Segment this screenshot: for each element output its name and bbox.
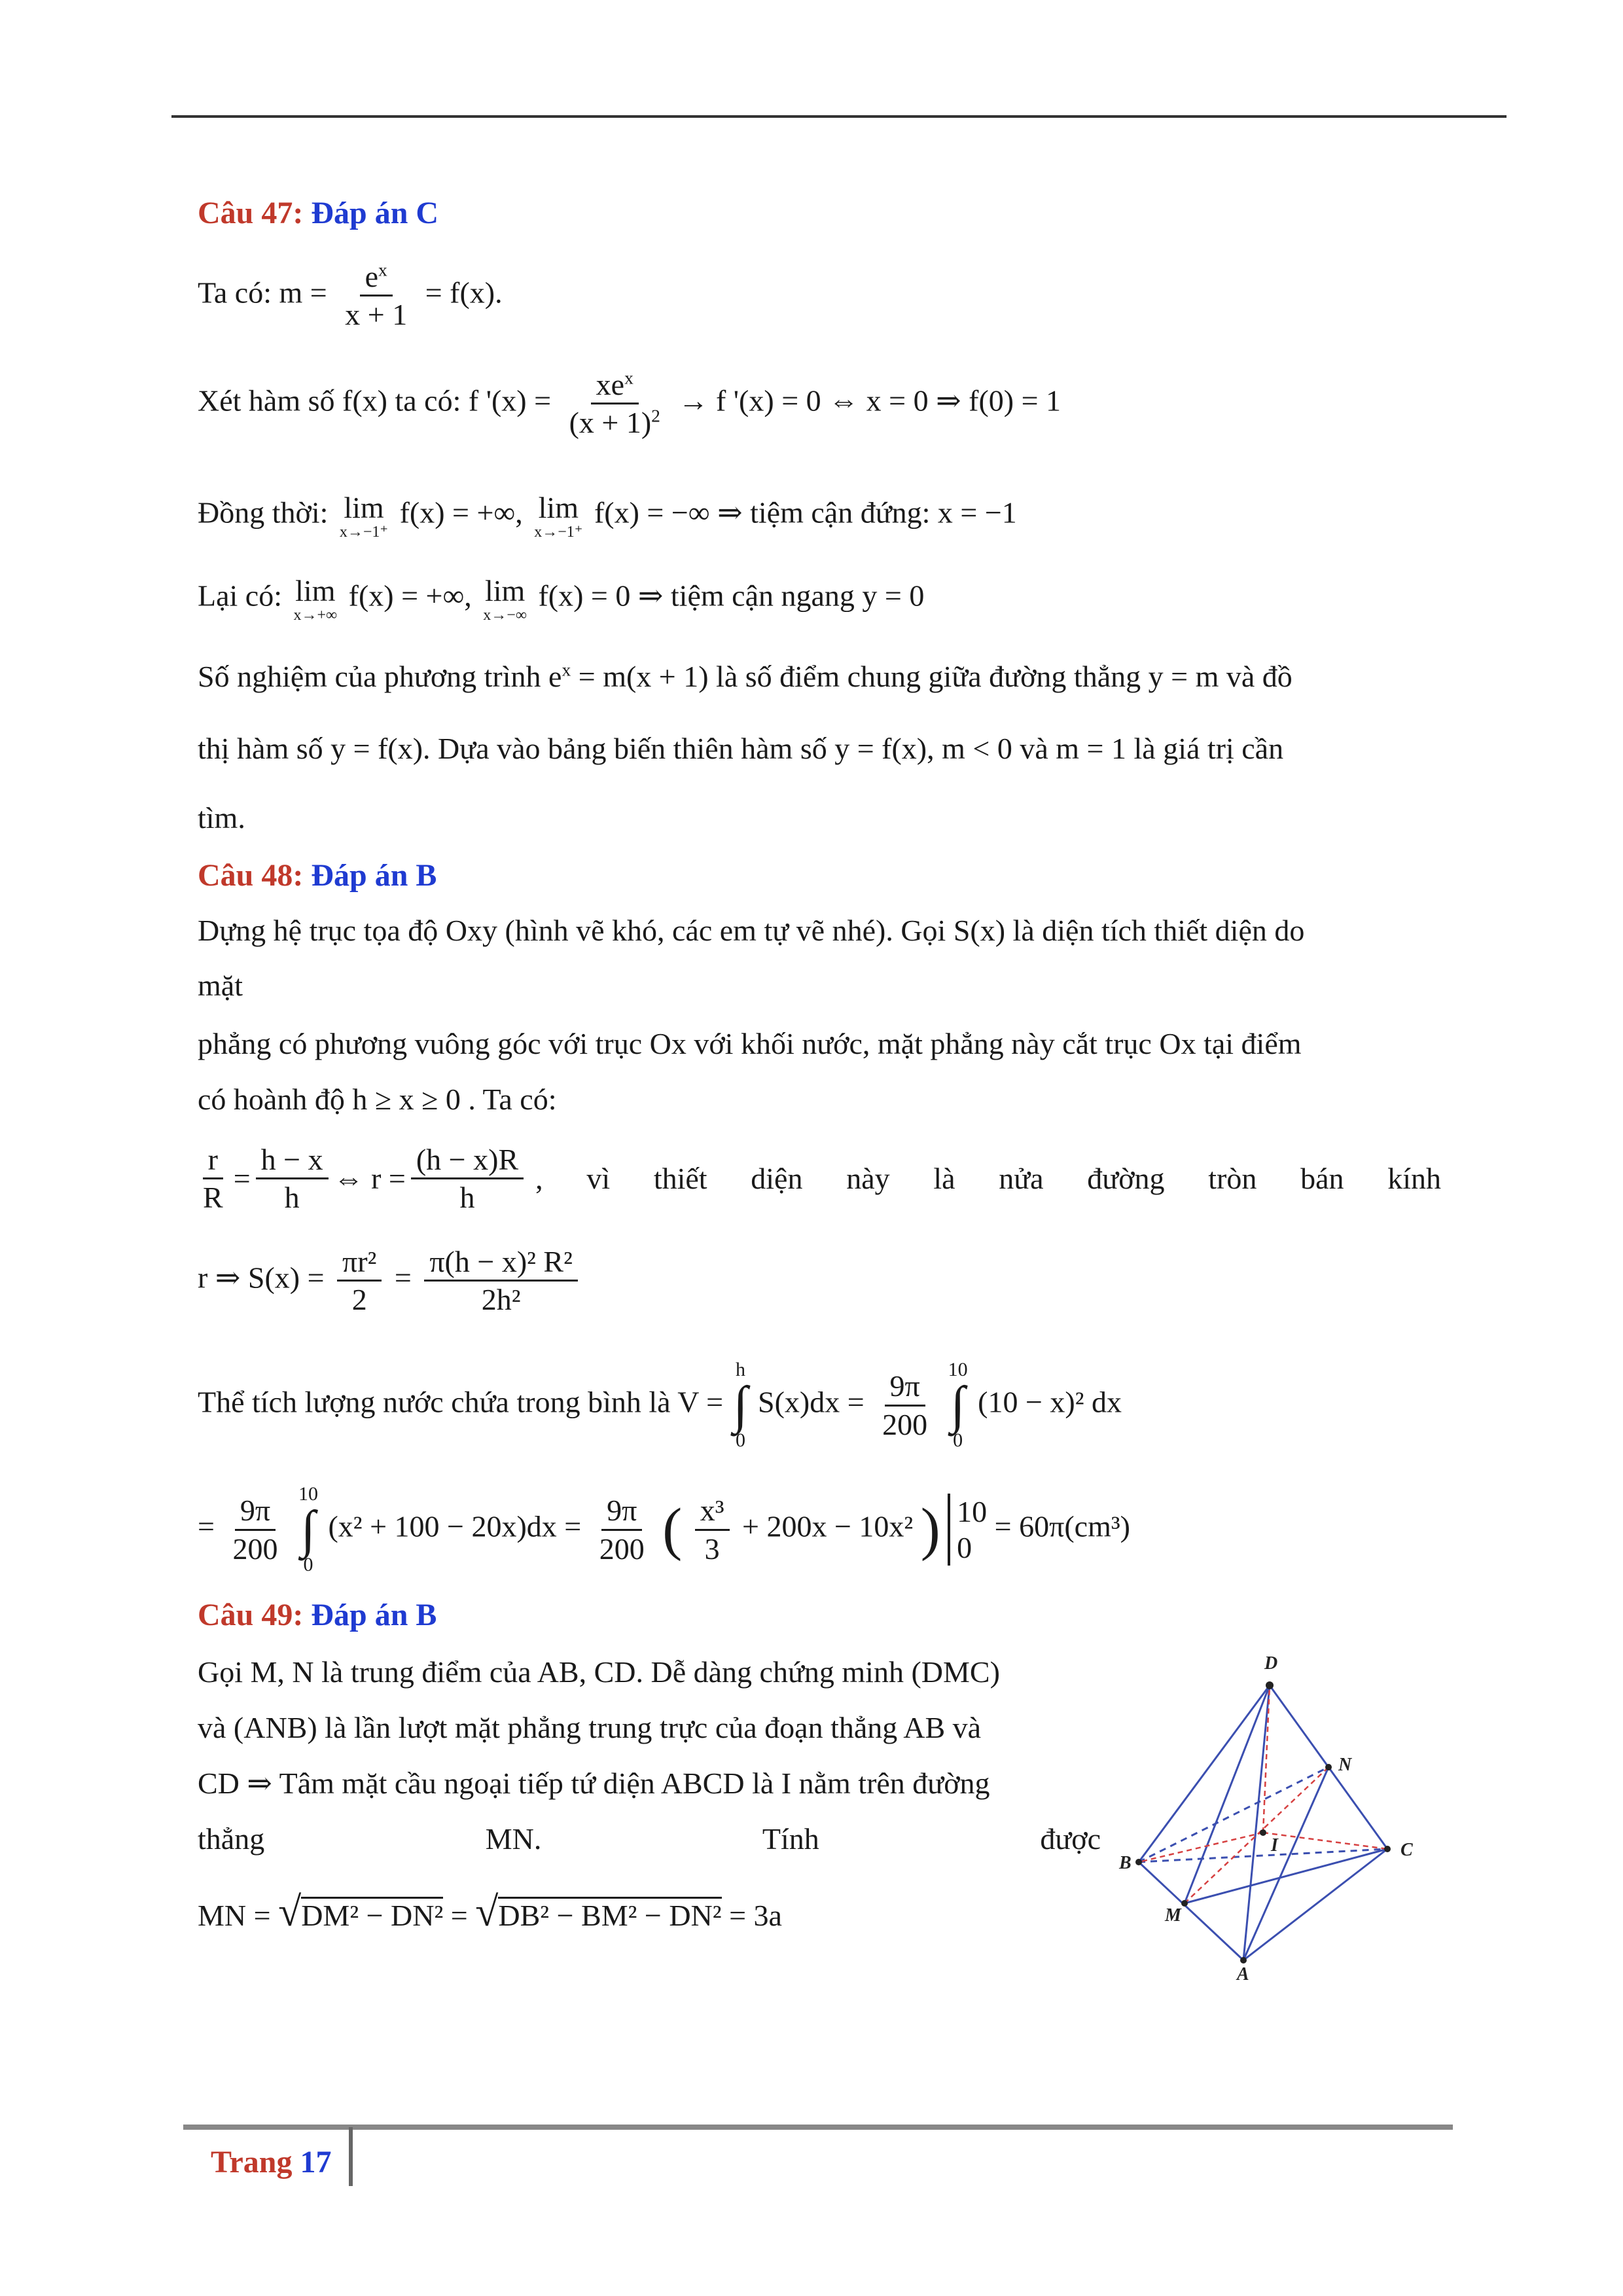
word: MN. [485,1822,542,1856]
q48-line-8: = $\frac{9\pi}{200}$ 10 ∫ 0 (x² + 100 − 20x)dx = $\frac{9\pi}{200}$ ( $\frac{\text{x³}}{3}$ + 200x − 10x² ) 10 0 = 60π(cm³) [198,1483,1130,1575]
edge-AN [1243,1767,1329,1960]
word: Tính [762,1822,819,1856]
q47-line-5: Số nghiệm của phương trình $e^x = m(x + 1)$ là số điểm chung giữa đường thẳng y = m và đồ [198,659,1293,693]
q47-line-4: Lại có: lim x→+∞ f(x) = +∞, lim x→−∞ f(x) = 0 ⇒ tiệm cận ngang y = 0 [198,574,925,624]
word: tròn [1208,1162,1257,1196]
page-number: 17 [300,2145,332,2179]
word: thẳng [198,1822,265,1856]
q47-line-3: Đồng thời: lim x→−1⁺ f(x) = +∞, lim x→−1⁺ f(x) = −∞ ⇒ tiệm cận đứng: x = −1 [198,491,1017,541]
word: vì [586,1162,611,1196]
page-word: Trang [211,2145,293,2179]
word: nửa [999,1162,1044,1196]
footer-rule [183,2125,1453,2130]
integral-sign: 10 ∫ 0 [948,1359,968,1451]
header-rule [171,115,1507,118]
word: bán [1300,1162,1344,1196]
fraction: $\frac{xe^x}{(x + 1)^2}$ [569,367,660,440]
fraction: $\frac{e^x}{x + 1}$ [345,259,408,332]
question-48-heading [198,857,437,893]
label-C: C [1400,1840,1413,1860]
q48-line-7: Thể tích lượng nước chứa trong bình là V = h ∫ 0 S(x)dx = $\frac{9\pi}{200}$ 10 ∫ 0 (10 − x)² dx [198,1359,1122,1451]
q47-line-6: thị hàm số y = f(x). Dựa vào bảng biến thiên hàm số y = f(x), m < 0 và m = 1 là giá trị cần [198,732,1284,765]
question-49-heading [198,1597,437,1633]
q49-line-5: MN = √DM² − DN² = √DB² − BM² − DN² = 3a [198,1888,782,1935]
integral-sign: 10 ∫ 0 [298,1483,318,1575]
q48-line-4: có hoành độ h ≥ x ≥ 0 . Ta có: [198,1083,557,1116]
segment-MN [1185,1767,1329,1903]
label-A: A [1237,1964,1249,1983]
limit: lim x→+∞ [293,574,338,624]
q49-line-3: CD ⇒ Tâm mặt cầu ngoại tiếp tứ diện ABCD là I nằm trên đường [198,1767,990,1801]
word: diện [751,1162,803,1196]
edge-BN [1139,1767,1329,1862]
q48-line-6: r ⇒ S(x) = $\frac{\text{πr²}}{2}$ = $\frac{\text{π(h − x)² R²}}{\text{2h²}}$ [198,1244,1441,1318]
answer-label: Đáp án C [311,196,439,230]
fraction: $\frac{9\pi}{200}$ [882,1369,928,1441]
label-I: I [1271,1835,1278,1856]
fraction: $\frac{9\pi}{200}$ [599,1494,645,1566]
footer-divider [349,2127,353,2186]
evaluation-bounds: 10 0 [948,1494,987,1566]
edge-BA [1139,1862,1243,1960]
label-B: B [1119,1853,1132,1873]
fraction: $\frac{\text{π(h − x)² R²}}{\text{2h²}}$ [424,1244,578,1318]
edge-AC [1243,1849,1387,1960]
label-M: M [1165,1905,1181,1926]
q49-line-1: Gọi M, N là trung điểm của AB, CD. Dễ dàng chứng minh (DMC) [198,1655,1000,1689]
fraction: $\frac{9\pi}{200}$ [232,1494,278,1566]
q48-line-2: mặt [198,969,243,1002]
q49-line-4 [198,1811,1101,1867]
page-footer [211,2144,331,2180]
q48-line-5: $\frac{r}{R}$ = $\frac{h - x}{h}$ ⇔ r = $\frac{(h - x)R}{h}$ , vì thiết diện này là nửa đường tròn bán kính [198,1141,1441,1215]
word: này [846,1162,890,1196]
q47-line-1: Ta có: m = $\frac{e^x}{x + 1}$ = f(x). [198,259,1441,332]
fraction: $\frac{\text{πr²}}{2}$ [337,1244,382,1318]
fraction: $\frac{h - x}{h}$ [256,1141,329,1215]
tetrahedron-diagram [1113,1643,1440,1983]
question-label: Câu 48: [198,858,304,893]
integral-sign: h ∫ 0 [733,1359,748,1451]
limit: lim x→−1⁺ [339,491,389,541]
limit: lim x→−1⁺ [534,491,583,541]
answer-label: Đáp án B [311,858,437,893]
q49-line-2: và (ANB) là lần lượt mặt phẳng trung trực của đoạn thẳng AB và [198,1711,982,1745]
question-label: Câu 47: [198,196,304,230]
word: đường [1087,1162,1165,1196]
fraction: $\frac{\text{x³}}{3}$ [695,1492,730,1566]
limit: lim x→−∞ [483,574,527,624]
q48-line-1: Dựng hệ trục tọa độ Oxy (hình vẽ khó, các em tự vẽ nhé). Gọi S(x) là diện tích thiết diện do [198,914,1305,947]
answer-label: Đáp án B [311,1598,437,1632]
label-N: N [1338,1755,1352,1775]
q47-line-7: tìm. [198,801,245,834]
question-47-heading [198,195,438,231]
label-D: D [1264,1653,1278,1674]
question-label: Câu 49: [198,1598,304,1632]
word: là [933,1162,955,1196]
word: kính [1387,1162,1441,1196]
fraction: $\frac{(h - x)R}{h}$ [411,1141,524,1215]
q49-paragraph [198,1644,1101,1951]
edge-BC [1139,1849,1387,1862]
fraction: $\frac{r}{R}$ [203,1143,223,1215]
edge-DM [1185,1685,1270,1903]
word: , [535,1162,543,1196]
edge-DA [1243,1685,1270,1960]
justified-words [535,1160,1441,1196]
word: thiết [653,1162,707,1196]
word: được [1040,1822,1101,1856]
q48-line-3: phẳng có phương vuông góc với trục Ox với khối nước, mặt phẳng này cắt trục Ox tại điểm [198,1027,1302,1060]
q47-line-2: Xét hàm số f(x) ta có: f '(x) = $\frac{xe^x}{(x + 1)^2}$ → f '(x) = 0 ⇔ x = 0 ⇒ f(0) = 1 [198,367,1441,440]
